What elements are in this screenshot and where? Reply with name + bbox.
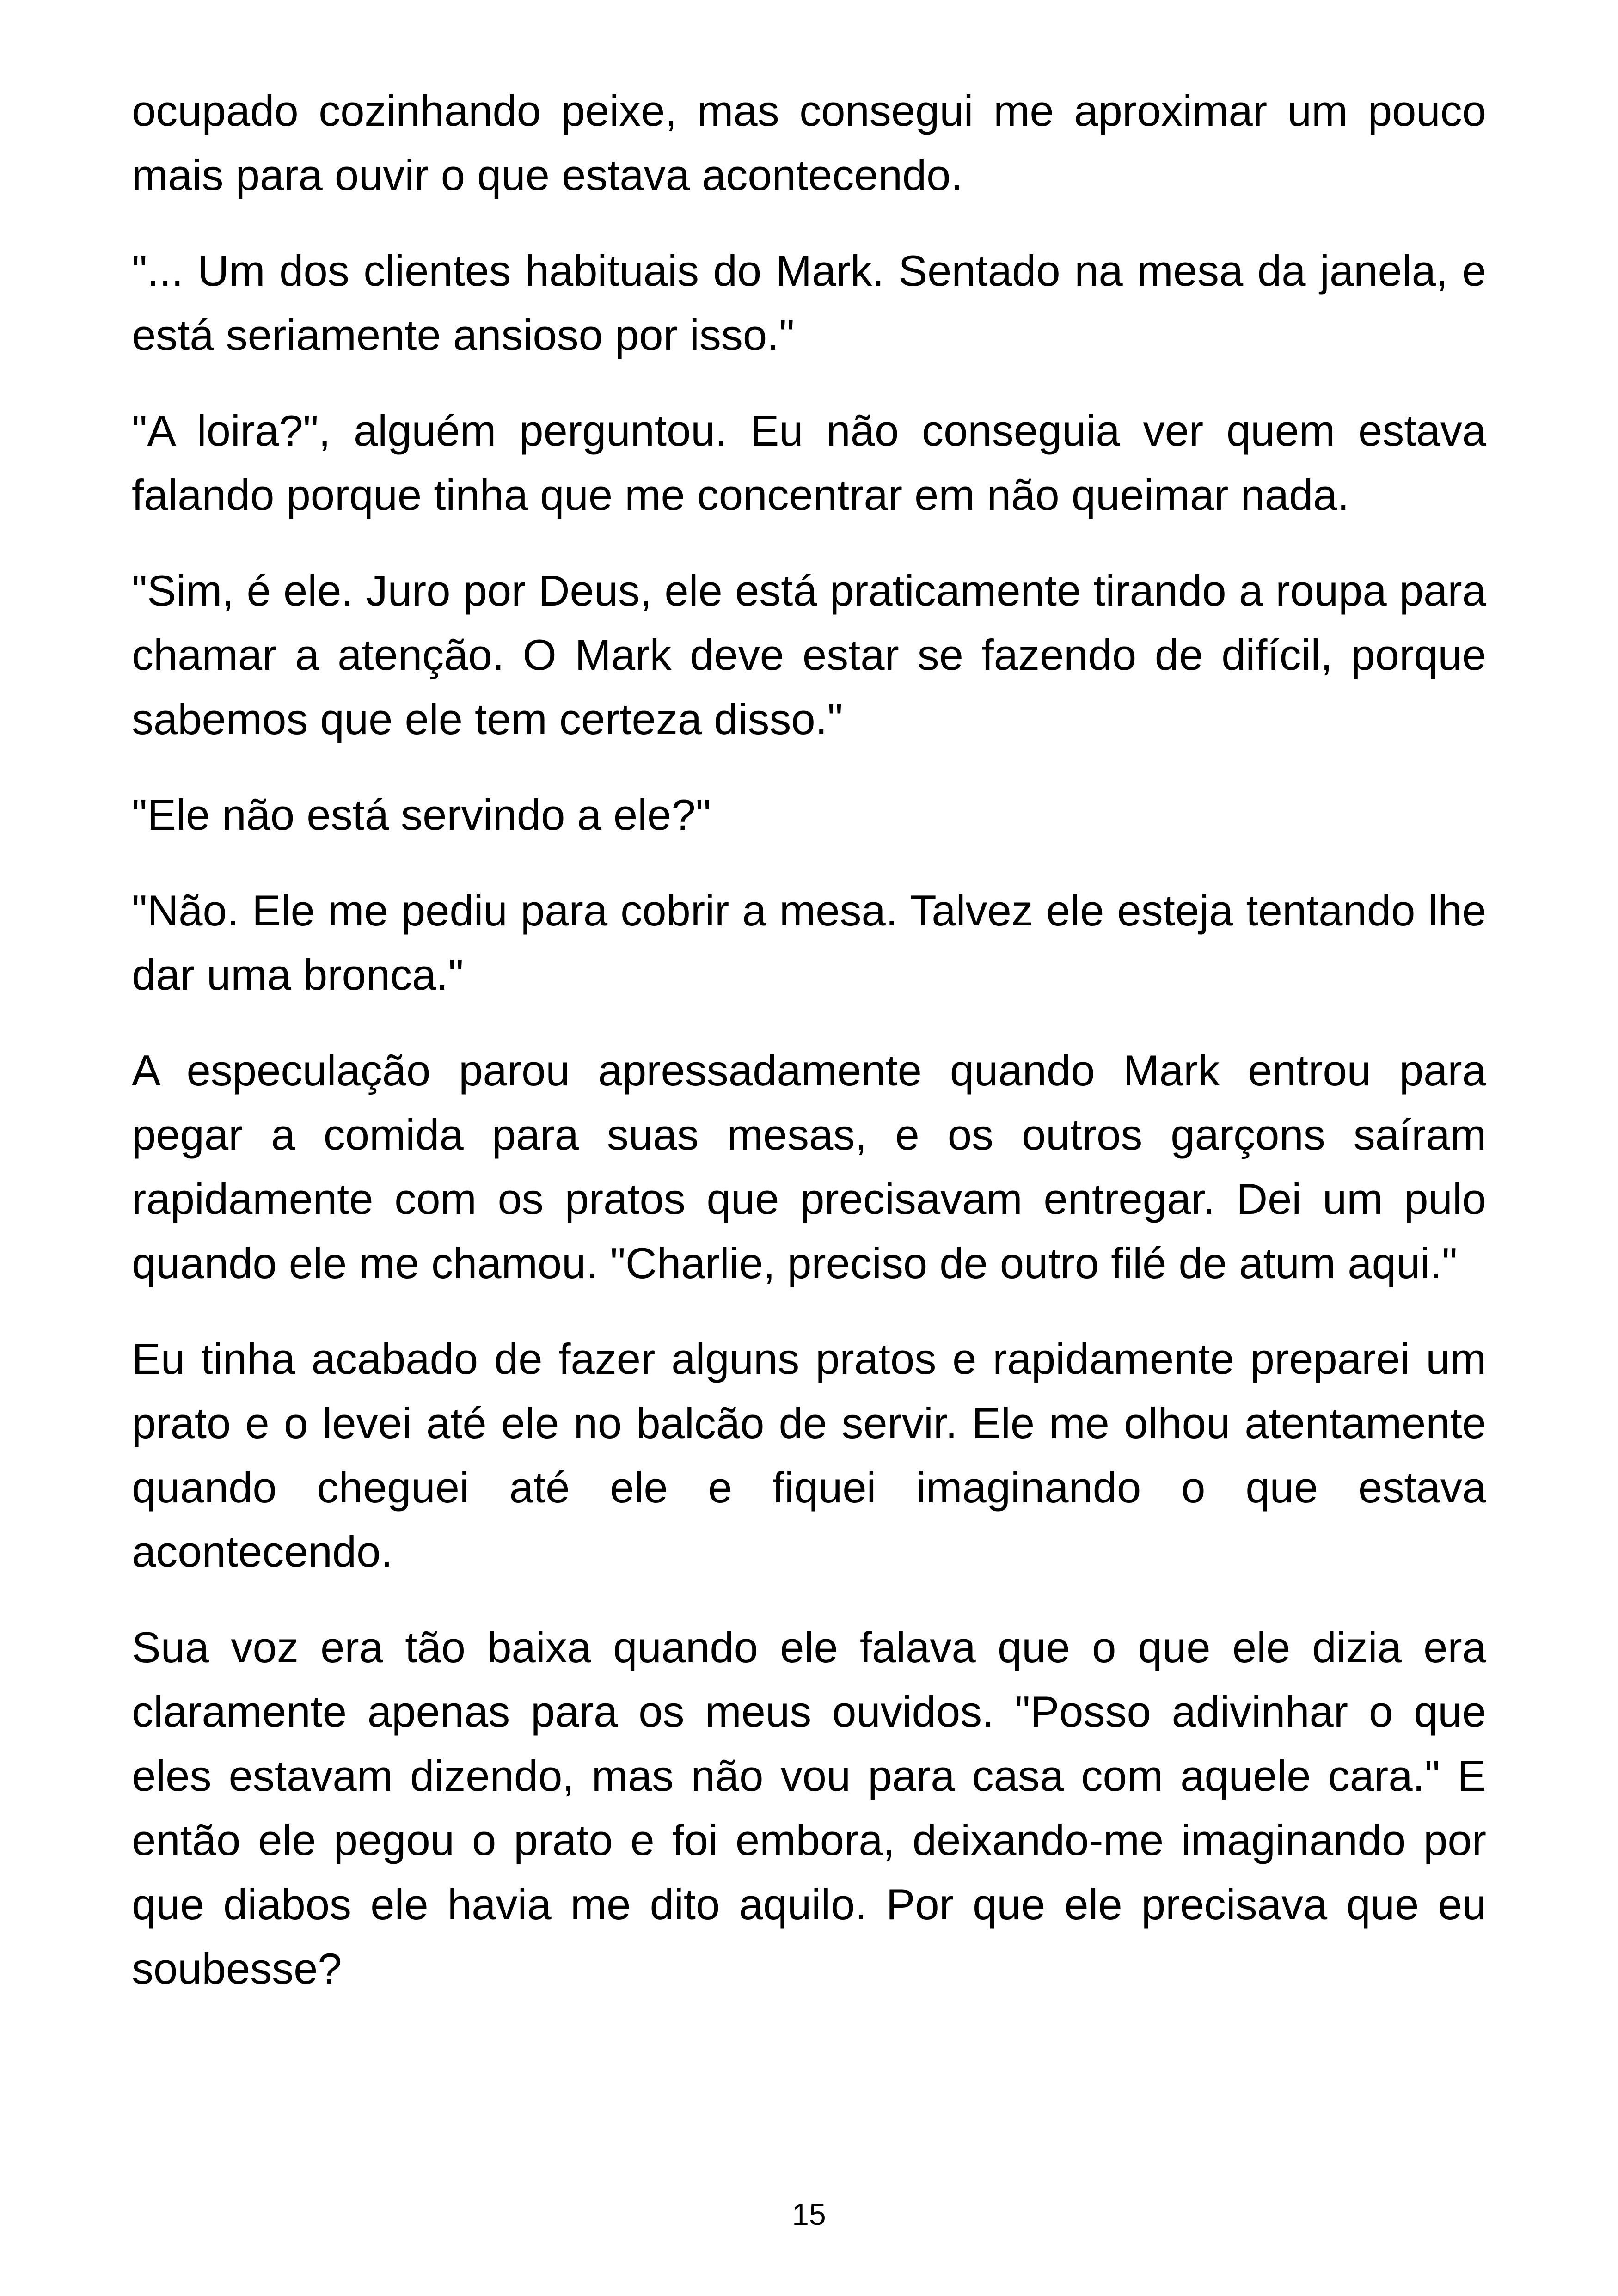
paragraph: "Não. Ele me pediu para cobrir a mesa. Talvez ele esteja tentando lhe dar uma bronca." — [132, 886, 1486, 999]
paragraph: "... Um dos clientes habituais do Mark. Sentado na mesa da janela, e está seriamente ansioso por isso." — [132, 246, 1486, 359]
body-text — [132, 79, 1486, 2032]
paragraph: A especulação parou apressadamente quando Mark entrou para pegar a comida para suas mesas, e os outros garçons saíram rapidamente com os pratos que precisavam entregar. Dei um pulo quando ele me chamou. "Charlie, preciso de outro filé de atum aqui." — [132, 1046, 1486, 1287]
paragraph: "A loira?", alguém perguntou. Eu não conseguia ver quem estava falando porque tinha que me concentrar em não queimar nada. — [132, 406, 1486, 519]
page-number: 15 — [792, 2197, 826, 2231]
paragraph: Sua voz era tão baixa quando ele falava que o que ele dizia era claramente apenas para os meus ouvidos. "Posso adivinhar o que eles estavam dizendo, mas não vou para casa com aquele cara." E então ele pegou o prato e foi embora, deixando-me imaginando por que diabos ele havia me dito aquilo. Por que ele precisava que eu soubesse? — [132, 1623, 1486, 1993]
paragraph: "Ele não está servindo a ele?" — [132, 790, 711, 839]
paragraph: ocupado cozinhando peixe, mas consegui me aproximar um pouco mais para ouvir o que estava acontecendo. — [132, 86, 1486, 199]
paragraph: "Sim, é ele. Juro por Deus, ele está praticamente tirando a roupa para chamar a atenção. O Mark deve estar se fazendo de difícil, porque sabemos que ele tem certeza disso." — [132, 566, 1486, 743]
paragraph: Eu tinha acabado de fazer alguns pratos e rapidamente preparei um prato e o levei até ele no balcão de servir. Ele me olhou atentamente quando cheguei até ele e fiquei imaginando o que estava acontecendo. — [132, 1335, 1486, 1576]
